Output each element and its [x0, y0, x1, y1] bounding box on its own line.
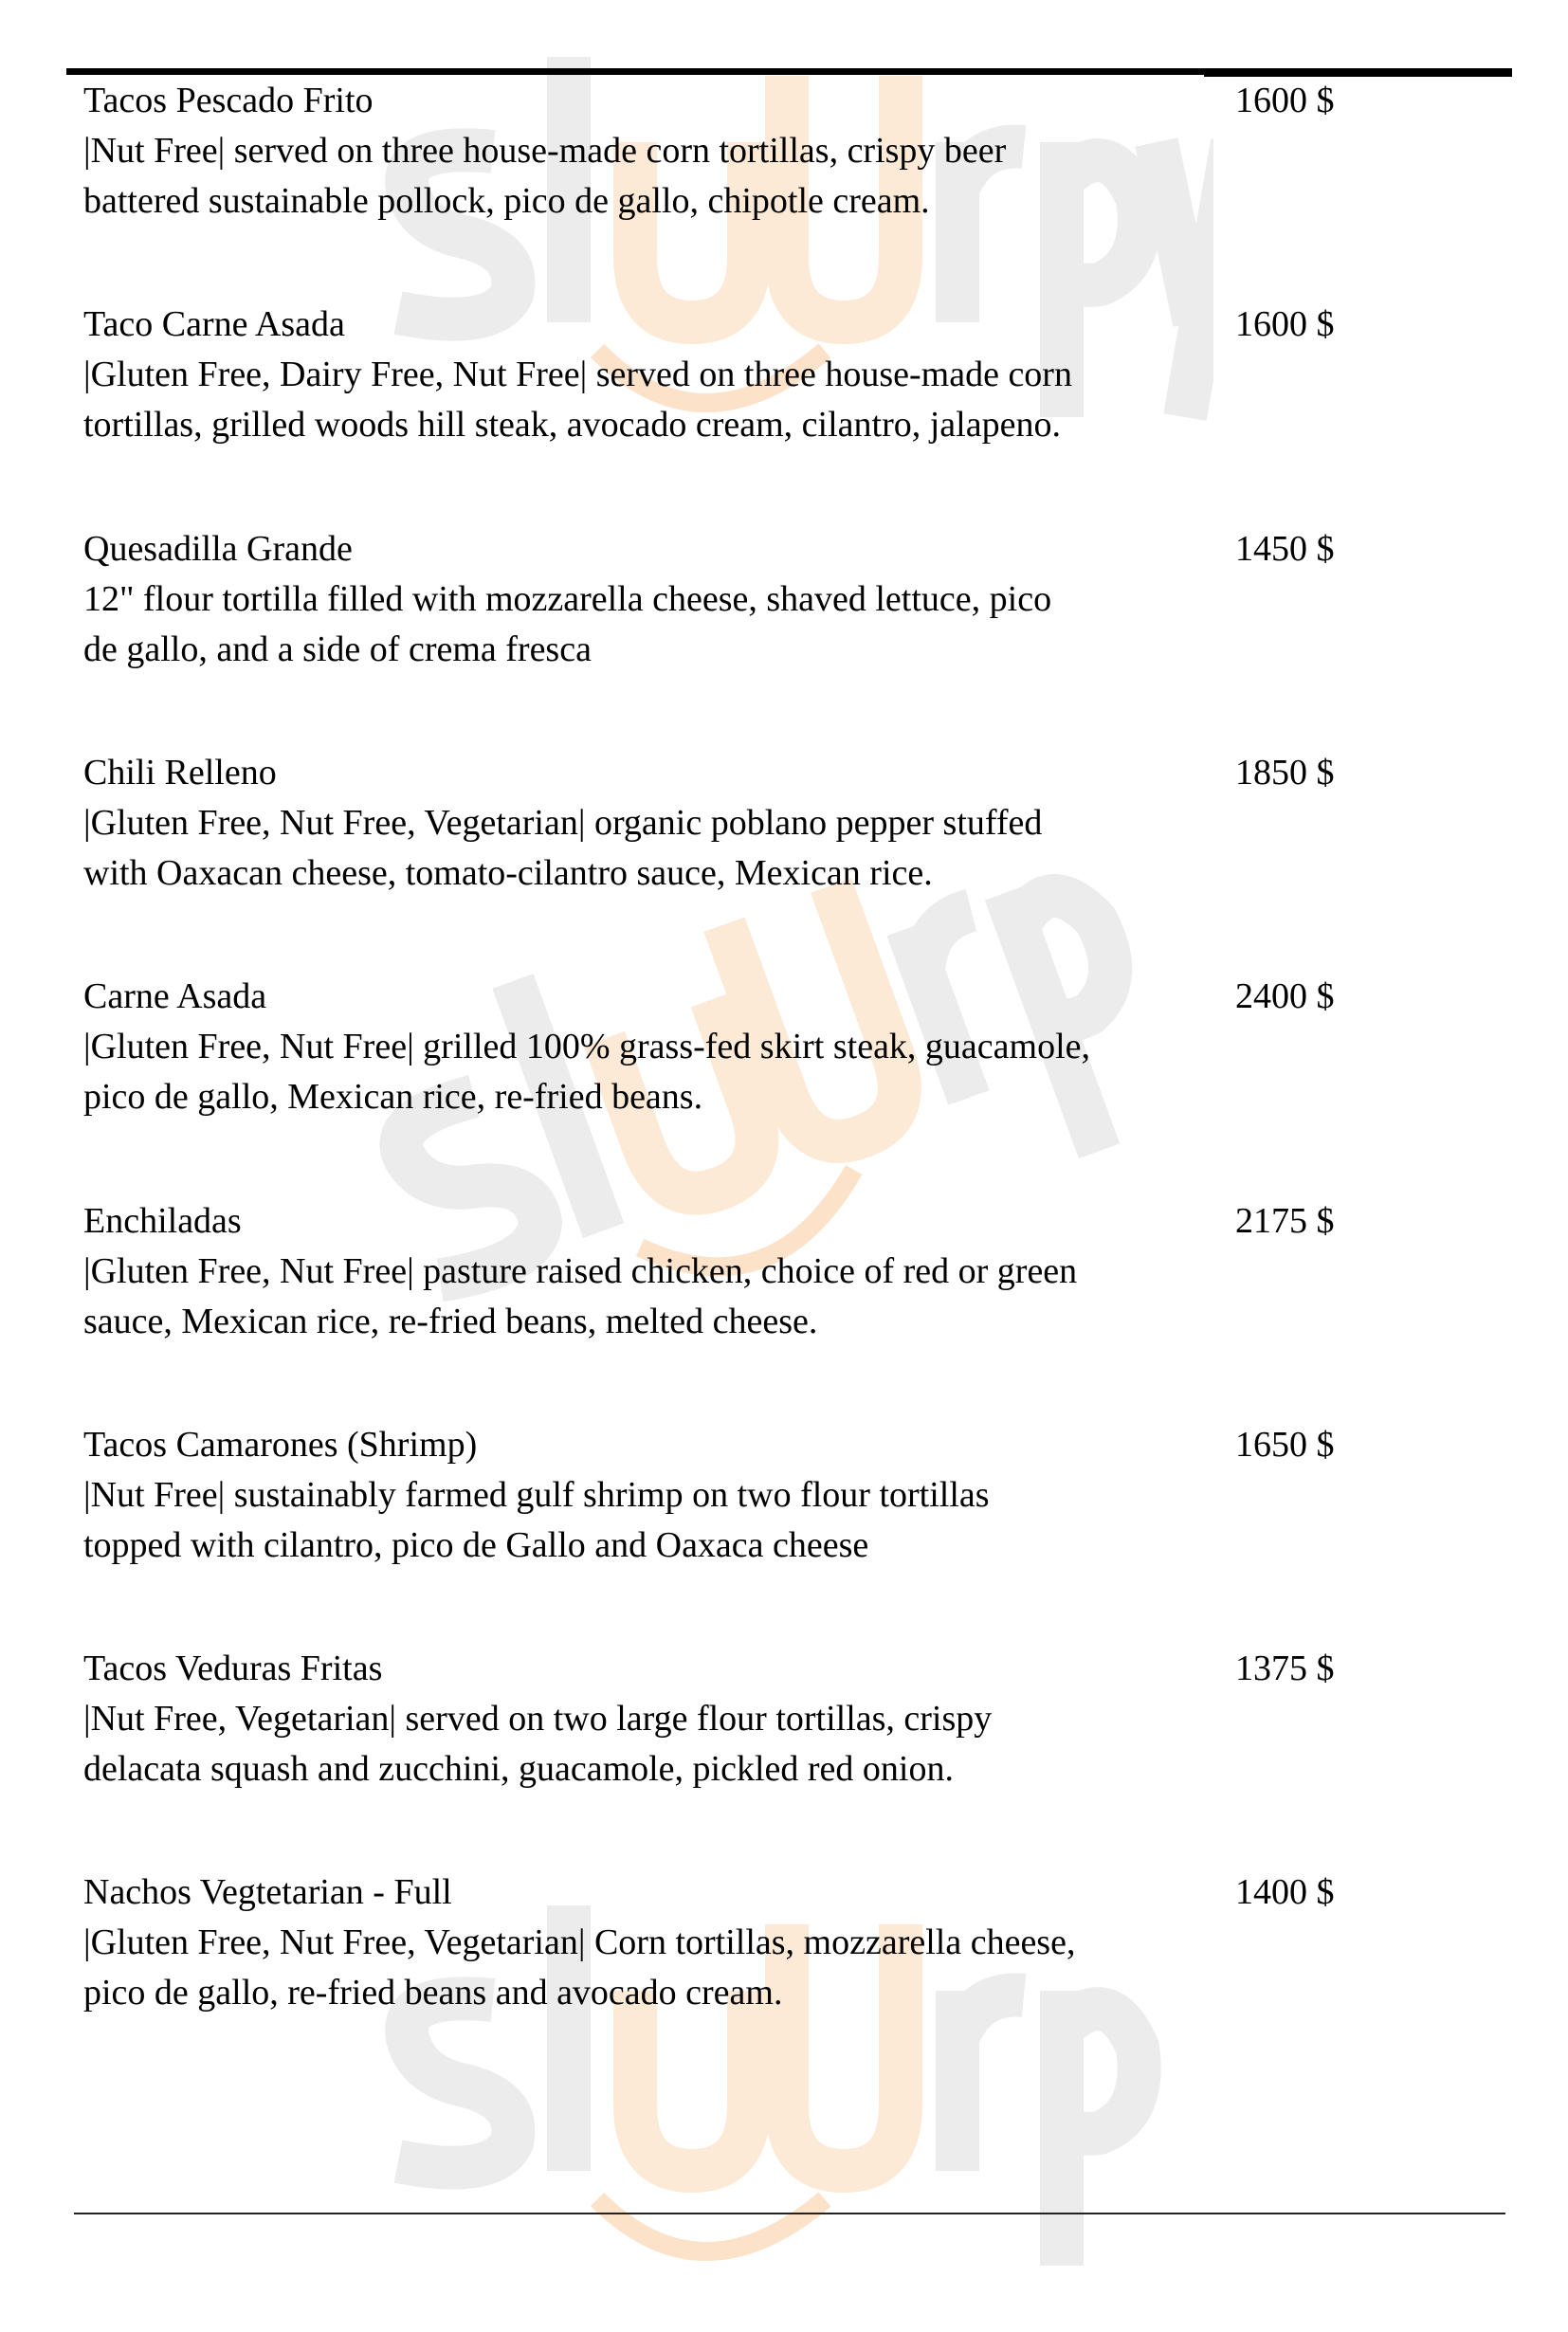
menu-item-price: 1600 $: [1235, 304, 1335, 345]
menu-item-description: topped with cilantro, pico de Gallo and Oaxaca cheese: [83, 1524, 869, 1565]
menu-item-price: 1600 $: [1235, 81, 1335, 120]
menu-item-description: battered sustainable pollock, pico de gallo, chipotle cream.: [83, 181, 930, 221]
menu-item: [83, 972, 1505, 1122]
menu-item-name: Quesadilla Grande: [83, 528, 353, 569]
menu-item-description: delacata squash and zucchini, guacamole, pickled red onion.: [83, 1749, 954, 1790]
menu-item-description: |Gluten Free, Dairy Free, Nut Free| served on three house-made corn: [83, 355, 1072, 395]
menu-item-description: pico de gallo, Mexican rice, re-fried beans.: [83, 1077, 703, 1118]
menu-item: [83, 76, 1505, 227]
menu-item-description: sauce, Mexican rice, re-fried beans, melted cheese.: [83, 1301, 818, 1341]
menu-item-price: 2175 $: [1235, 1200, 1335, 1241]
menu-item: [83, 524, 1505, 675]
menu-item-name: Taco Carne Asada: [83, 304, 345, 345]
menu-item-price: 1650 $: [1235, 1424, 1335, 1465]
menu-item: [83, 748, 1505, 899]
menu-item-price: 1400 $: [1235, 1872, 1335, 1913]
menu-item: [83, 1644, 1505, 1795]
menu-item-name: Nachos Vegtetarian - Full: [83, 1872, 452, 1913]
menu-item-name: Carne Asada: [83, 976, 267, 1017]
menu-item-name: Chili Relleno: [83, 752, 277, 793]
menu-item-description: |Gluten Free, Nut Free| pasture raised chicken, choice of red or green: [83, 1250, 1078, 1291]
menu-item-description: |Nut Free| sustainably farmed gulf shrimp on two flour tortillas: [83, 1474, 990, 1515]
menu-item-description: |Gluten Free, Nut Free| grilled 100% grass-fed skirt steak, guacamole,: [83, 1027, 1091, 1067]
menu-item-description: tortillas, grilled woods hill steak, avocado cream, cilantro, jalapeno.: [83, 405, 1061, 446]
menu-item: [83, 1196, 1505, 1347]
menu-item-description: de gallo, and a side of crema fresca: [83, 629, 592, 669]
menu-item-description: |Gluten Free, Nut Free, Vegetarian| Corn tortillas, mozzarella cheese,: [83, 1922, 1076, 1963]
menu-item-description: |Nut Free, Vegetarian| served on two large flour tortillas, crispy: [83, 1699, 993, 1740]
menu-item-price: 1375 $: [1235, 1649, 1335, 1689]
menu-item-name: Tacos Pescado Frito: [83, 81, 374, 120]
menu-item-name: Tacos Veduras Fritas: [83, 1649, 383, 1689]
menu-item-description: |Gluten Free, Nut Free, Vegetarian| organic poblano pepper stuffed: [83, 802, 1043, 843]
top-rule: [66, 68, 1204, 75]
menu-item: [83, 1867, 1505, 2018]
menu-item-description: pico de gallo, re-fried beans and avocado cream.: [83, 1973, 783, 2013]
menu-item: [83, 300, 1505, 450]
menu-item-price: 1850 $: [1235, 752, 1335, 793]
menu-item: [83, 1420, 1505, 1571]
menu-item-price: 2400 $: [1235, 976, 1335, 1017]
menu-item-description: |Nut Free| served on three house-made corn tortillas, crispy beer: [83, 131, 1007, 171]
bottom-rule: [74, 2213, 1505, 2214]
menu-item-name: Tacos Camarones (Shrimp): [83, 1424, 478, 1465]
menu-item-name: Enchiladas: [83, 1200, 242, 1241]
menu-item-price: 1450 $: [1235, 528, 1335, 569]
menu-item-description: 12" flour tortilla filled with mozzarella cheese, shaved lettuce, pico: [83, 578, 1052, 619]
menu-item-description: with Oaxacan cheese, tomato-cilantro sauce, Mexican rice.: [83, 852, 933, 893]
